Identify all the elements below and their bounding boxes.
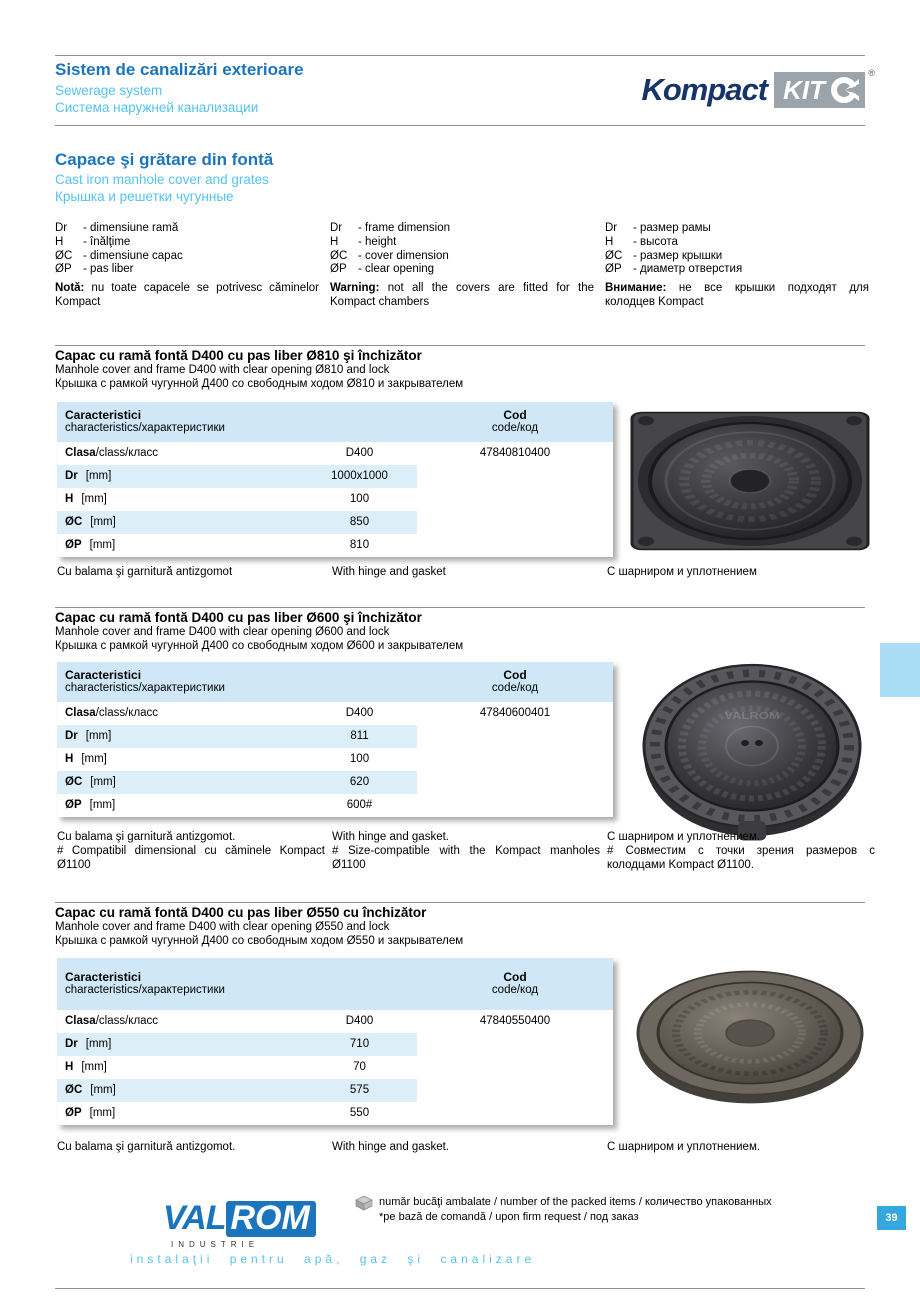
kit-box	[774, 68, 875, 108]
product-subtitle-en: Manhole cover and frame D400 with clear opening Ø810 and lock	[55, 364, 390, 376]
table-row: Dr [mm] 811	[57, 725, 613, 748]
product-note-ru: С шарниром и уплотнением	[607, 566, 757, 578]
product-subtitle-en: Manhole cover and frame D400 with clear opening Ø600 and lock	[55, 626, 390, 638]
footer-note-on-request: *pe bază de comandă / upon firm request / под заказ	[379, 1211, 639, 1223]
table-row: Clasa/class/класс D400 47840550400	[57, 1010, 613, 1033]
legend-term: H - height	[330, 235, 397, 248]
svg-text:VALROM: VALROM	[724, 711, 780, 722]
product-subtitle-en: Manhole cover and frame D400 with clear opening Ø550 and lock	[55, 921, 390, 933]
table-row: ØP [mm] 550	[65, 1107, 370, 1119]
product-title: Capac cu ramă fontă D400 cu pas liber Ø810 şi închizător	[55, 348, 422, 363]
characteristics-header: Caracteristici	[65, 408, 142, 422]
legend-note: Notă: nu toate capacele se potrivesc căminelor Kompact	[55, 282, 319, 308]
legend-note: Внимание: не все крышки подходят для колодцев Kompact	[605, 282, 869, 308]
table-header: Caracteristici characteristics/характеристики Cod code/код	[57, 958, 613, 1010]
table-row: H [mm] 70	[65, 1061, 366, 1073]
table-header: Caracteristici characteristics/характеристики Cod code/код	[57, 662, 613, 702]
package-icon	[355, 1195, 373, 1216]
legend-term: ØP - диаметр отверстия	[605, 263, 743, 276]
table-row: Dr [mm] 710	[57, 1033, 613, 1056]
divider-section-3	[55, 902, 865, 903]
page-title: Sistem de canalizări exterioare	[55, 60, 304, 79]
section-title: Capace şi grătare din fontă	[55, 150, 274, 169]
product-subtitle-ru: Крышка с рамкой чугунной Д400 со свободным ходом Ø600 и закрывателем	[55, 640, 464, 652]
registered-mark: ®	[868, 68, 875, 78]
table-row: ØP [mm] 600#	[65, 799, 373, 811]
spec-table	[57, 662, 613, 817]
legend-term: Dr - размер рамы	[605, 222, 711, 234]
product-code: 47840550400	[479, 1015, 551, 1027]
product-note-ro: Cu balama şi garnitură antizgomot	[57, 566, 233, 578]
product-code: 47840810400	[479, 447, 551, 459]
characteristics-header: Caracteristici	[65, 668, 142, 682]
table-row: ØP [mm] 810	[65, 539, 370, 551]
divider-header	[55, 125, 865, 126]
section-subtitle-en: Cast iron manhole cover and grates	[55, 172, 269, 187]
product-note-en: With hinge and gasket.	[332, 1141, 449, 1153]
table-row: ØC [mm] 575	[57, 1079, 613, 1102]
legend-ru	[605, 222, 869, 310]
legend-term: Dr - dimensiune ramă	[55, 222, 179, 234]
table-row: Clasa/class/класс D400 47840600401	[57, 702, 613, 725]
legend-ro	[55, 222, 319, 310]
product-note-en: With hinge and gasket. # Size-compatible with the Kompact manholes Ø1100	[332, 831, 600, 871]
table-row: ØC [mm] 620	[57, 771, 613, 794]
divider-bottom	[55, 1288, 865, 1289]
product-title: Capac cu ramă fontă D400 cu pas liber Ø550 cu închizător	[55, 905, 427, 920]
product-photo-round-cover-600	[632, 658, 872, 853]
legend-en	[330, 222, 594, 310]
product-note-ru: С шарниром и уплотнением. # Совместим с точки зрения размеров с колодцами Kompact Ø1100.	[607, 831, 875, 871]
product-note-ro: Cu balama şi garnitură antizgomot. # Compatibil dimensional cu căminele Kompact Ø1100	[57, 831, 325, 871]
valrom-logo	[163, 1199, 316, 1249]
kompact-kit-logo	[641, 68, 875, 108]
product-title: Capac cu ramă fontă D400 cu pas liber Ø600 şi închizător	[55, 610, 422, 625]
circle-k-icon	[829, 75, 859, 105]
page-subtitle-en: Sewerage system	[55, 83, 163, 98]
table-header: Caracteristici characteristics/характеристики Cod code/код	[57, 402, 613, 442]
legend-term: H - înălţime	[55, 235, 131, 248]
section-subtitle-ru: Крышка и решетки чугунные	[55, 189, 234, 204]
page-subtitle-ru: Система наружней канализации	[55, 100, 259, 115]
page-edge-tab	[880, 643, 920, 697]
page-number-badge: 39	[877, 1206, 906, 1230]
valrom-rom: ROM	[226, 1201, 315, 1237]
table-row: ØC [mm] 850	[57, 511, 613, 534]
valrom-industrie: INDUSTRIE	[171, 1240, 260, 1249]
legend-term: ØC - размер крышки	[605, 249, 723, 262]
kit-label: KIT	[783, 74, 825, 105]
divider-top	[55, 55, 865, 56]
valrom-val: VAL	[163, 1199, 226, 1237]
spec-table	[57, 958, 613, 1125]
product-photo-round-cover-550	[628, 953, 873, 1123]
characteristics-header: Caracteristici	[65, 970, 142, 984]
legend-note: Warning: not all the covers are fitted for the Kompact chambers	[330, 282, 594, 308]
product-photo-square-cover	[625, 403, 875, 563]
legend-term: ØC - cover dimension	[330, 249, 449, 262]
divider-section-1	[55, 345, 865, 346]
table-row: H [mm] 100	[65, 493, 370, 505]
product-code: 47840600401	[479, 707, 551, 719]
code-header: Cod	[503, 970, 527, 984]
legend-term: ØP - pas liber	[55, 263, 134, 276]
legend-term: ØC - dimensiune capac	[55, 249, 183, 262]
product-note-ro: Cu balama şi garnitură antizgomot.	[57, 1141, 236, 1153]
divider-section-2	[55, 607, 865, 608]
code-header: Cod	[503, 668, 527, 682]
product-note-en: With hinge and gasket	[332, 566, 446, 578]
legend-term: H - высота	[605, 235, 678, 248]
brand-word: Kompact	[641, 72, 768, 107]
footer-note-packed-items: număr bucăţi ambalate / number of the packed items / количество упакованных	[379, 1196, 772, 1208]
footer-tagline: instalaţii pentru apă, gaz şi canalizare	[130, 1252, 536, 1266]
legend-term: Dr - frame dimension	[330, 222, 451, 234]
product-note-ru: С шарниром и уплотнением.	[607, 1141, 761, 1153]
table-row: H [mm] 100	[65, 753, 370, 765]
code-header: Cod	[503, 408, 527, 422]
table-row: Dr [mm] 1000x1000	[57, 465, 613, 488]
product-subtitle-ru: Крышка с рамкой чугунной Д400 со свободным ходом Ø810 и закрывателем	[55, 378, 464, 390]
spec-table	[57, 402, 613, 557]
product-subtitle-ru: Крышка с рамкой чугунной Д400 со свободным ходом Ø550 и закрывателем	[55, 935, 464, 947]
table-row: Clasa/class/класс D400 47840810400	[57, 442, 613, 465]
legend-term: ØP - clear opening	[330, 263, 435, 276]
